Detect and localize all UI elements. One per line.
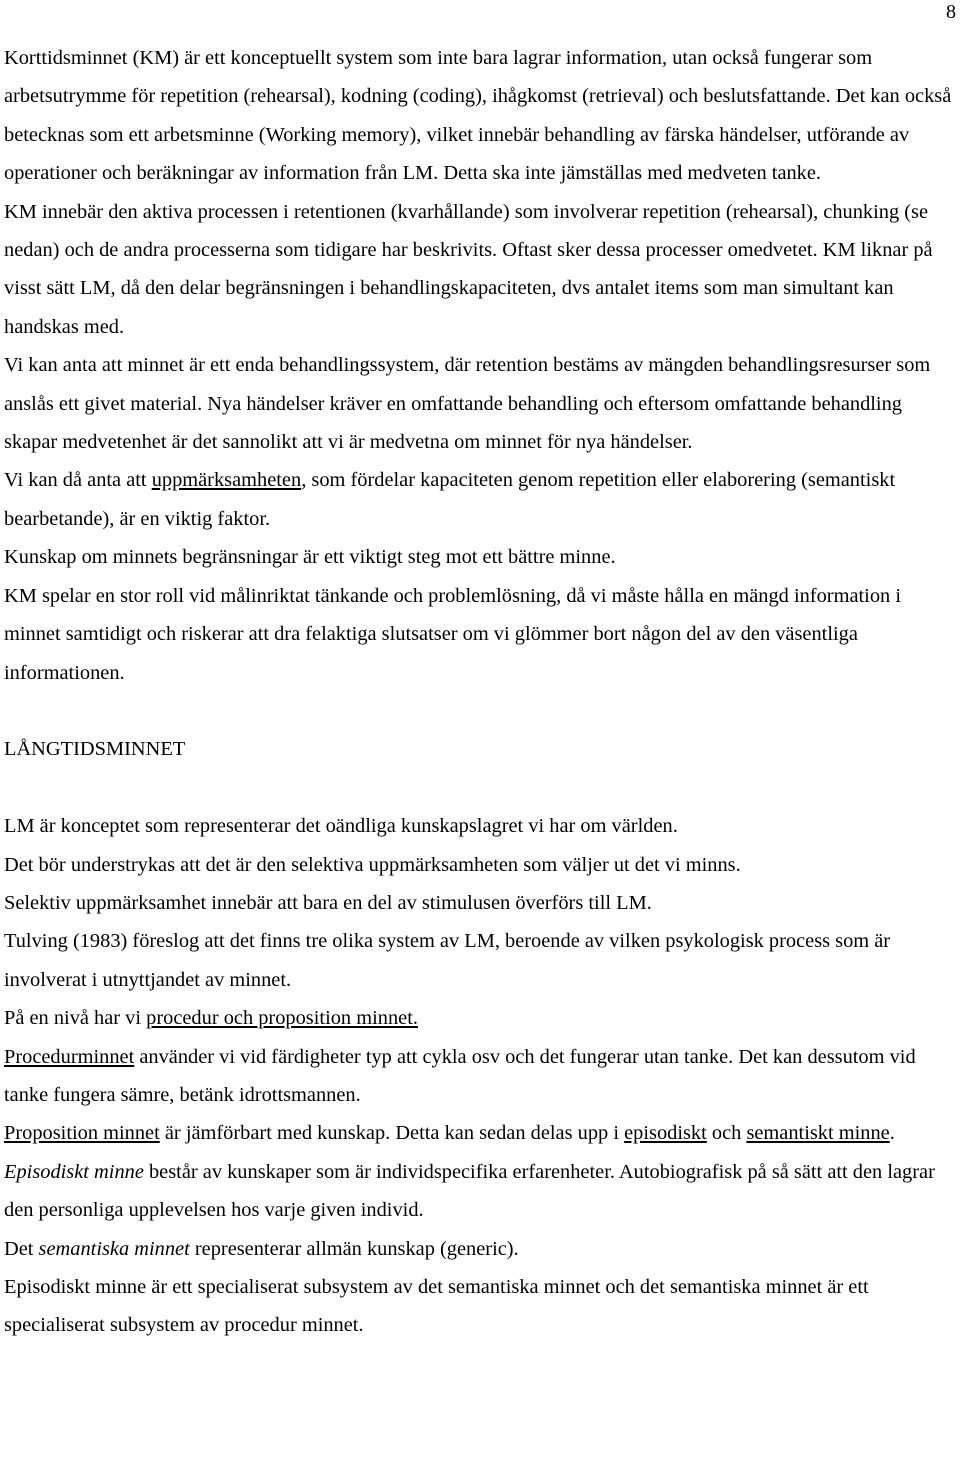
paragraph-episodic bbox=[4, 1153, 959, 1230]
paragraph-tulving: Tulving (1983) föreslog att det finns tre olika system av LM, beroende av vilken psykologisk process som är involverat i utnyttjandet av minnet. bbox=[4, 930, 891, 991]
underlined-term-procedure-proposition: procedur och proposition minnet. bbox=[146, 1007, 418, 1030]
paragraph-procedural bbox=[4, 1038, 959, 1115]
paragraph-goal-directed: KM spelar en stor roll vid målinriktat tänkande och problemlösning, då vi måste hålla en mängd information i minnet samtidigt och riskerar att dra felaktiga slutsatser om vi glömmer bort någon del av den väsentliga informationen. bbox=[4, 584, 901, 684]
page-number: 8 bbox=[946, 1, 956, 23]
underlined-term-episodic: episodiskt bbox=[624, 1122, 707, 1145]
italic-term-episodic: Episodiskt minne bbox=[4, 1160, 144, 1183]
text: . bbox=[889, 1122, 895, 1145]
paragraph-subsystem: Episodiskt minne är ett specialiserat subsystem av det semantiska minnet och det semantiska minnet är ett specialiserat subsystem av procedur minnet. bbox=[4, 1275, 869, 1337]
paragraph-attention bbox=[4, 461, 959, 538]
paragraph-lm-selective-2: Selektiv uppmärksamhet innebär att bara en del av stimulusen överförs till LM. bbox=[4, 891, 652, 914]
underlined-term-proposition: Proposition minnet bbox=[4, 1122, 160, 1145]
paragraph-single-system: Vi kan anta att minnet är ett enda behandlingssystem, där retention bestäms av mängden behandlingsresurser som anslås ett givet material. Nya händelser kräver en omfattande behandling och eftersom omfattande behandling skapar medvetenhet är det sannolikt att vi är medvetna om minnet för nya händelser. bbox=[4, 354, 931, 454]
text: använder vi vid färdigheter typ att cykla osv och det fungerar utan tanke. Det kan dessutom vid tanke fungera sämre, betänk idrottsmannen. bbox=[4, 1045, 916, 1106]
paragraph-semantic bbox=[4, 1230, 959, 1268]
text: , som fördelar kapaciteten genom repetition eller elaborering (semantiskt bearbetande), är en viktig faktor. bbox=[4, 469, 896, 530]
italic-term-semantic: semantiska minnet bbox=[38, 1237, 190, 1260]
text: och bbox=[706, 1122, 747, 1145]
paragraph-km-definition: Korttidsminnet (KM) är ett konceptuellt system som inte bara lagrar information, utan också fungerar som arbetsutrymme för repetition (rehearsal), kodning (coding), ihågkomst (retrieval) och beslutsfattande. Det kan också betecknas som ett arbetsminne (Working memory), vilket innebär behandling av färska händelser, utförande av operationer och beräkningar av information från LM. Detta ska inte jämställas med medveten tanke. bbox=[4, 47, 952, 185]
paragraph-propositional bbox=[4, 1114, 959, 1152]
text: är jämförbart med kunskap. Detta kan sedan delas upp i bbox=[159, 1122, 625, 1145]
text: representerar allmän kunskap (generic). bbox=[189, 1237, 519, 1260]
underlined-term-semantic: semantiskt minne bbox=[746, 1122, 890, 1145]
paragraph-lm-selective: Det bör understrykas att det är den selektiva uppmärksamheten som väljer ut det vi minns. bbox=[4, 853, 741, 876]
section-heading-lm: LÅNGTIDSMINNET bbox=[4, 738, 186, 761]
paragraph-level bbox=[4, 999, 959, 1037]
text: Det bbox=[4, 1237, 39, 1260]
underlined-term-attention: uppmärksamheten bbox=[151, 469, 302, 492]
underlined-term-procedural: Procedurminnet bbox=[4, 1045, 135, 1068]
paragraph-knowledge: Kunskap om minnets begränsningar är ett viktigt steg mot ett bättre minne. bbox=[4, 546, 616, 569]
paragraph-lm-concept: LM är konceptet som representerar det oändliga kunskapslagret vi har om världen. bbox=[4, 815, 678, 838]
text: På en nivå har vi bbox=[4, 1007, 147, 1030]
paragraph-km-processes: KM innebär den aktiva processen i retentionen (kvarhållande) som involverar repetition (rehearsal), chunking (se nedan) och de andra processerna som tidigare har beskrivits. Oftast sker dessa processer omedvetet. KM liknar på visst sätt LM, då den delar begränsningen i behandlingskapaciteten, dvs antalet items som man simultant kan handskas med. bbox=[4, 200, 933, 338]
document-body bbox=[4, 39, 959, 1345]
text: består av kunskaper som är individspecifika erfarenheter. Autobiografisk på så sätt att den lagrar den personliga upplevelsen hos varje given individ. bbox=[4, 1160, 935, 1222]
text: Vi kan då anta att bbox=[4, 469, 152, 492]
